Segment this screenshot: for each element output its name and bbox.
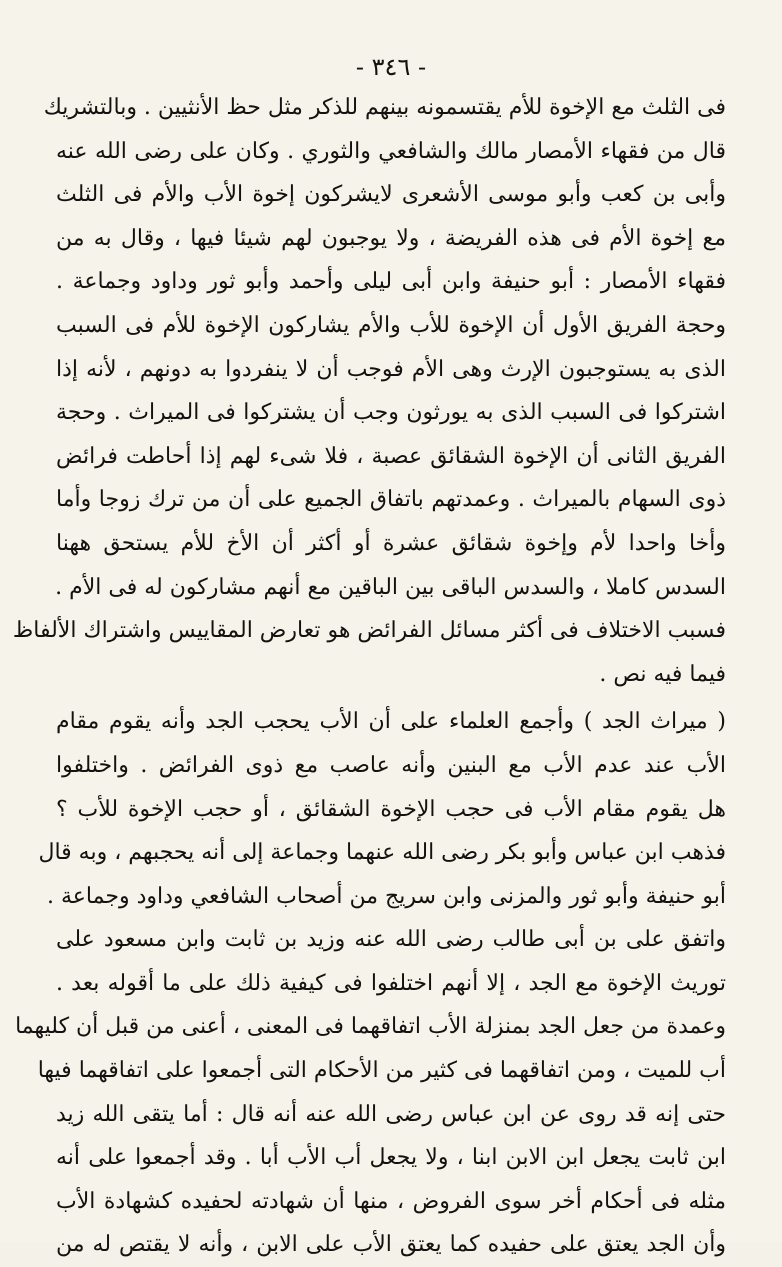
paragraph-grandfather-inheritance	[15, 700, 726, 1267]
text-line: فذهب ابن عباس وأبو بكر رضى الله عنهما وجماعة إلى أنه يحجبهم ، وبه قال	[38, 840, 726, 866]
text-line: حتى إنه قد روى عن ابن عباس رضى الله عنه أنه قال : أما يتقى الله زيد	[56, 1101, 726, 1127]
text-line: مثله فى أحكام أخر سوى الفروض ، منها أن شهادته لحفيده كشهادة الأب	[56, 1188, 726, 1214]
text-line: وأخا واحدا لأم وإخوة شقائق عشرة أو أكثر أن الأخ للأم يستحق ههنا	[56, 530, 726, 556]
page-number: - ٣٤٦ -	[355, 53, 427, 81]
text-line: ذوى السهام بالميراث . وعمدتهم باتفاق الجميع على أن من ترك زوجا وأما	[56, 487, 726, 513]
text-line: فقهاء الأمصار : أبو حنيفة وابن أبى ليلى وأحمد وأبو ثور وداود وجماعة .	[56, 269, 726, 295]
text-line: فيما فيه نص .	[599, 661, 726, 687]
paragraph-inheritance-sharing	[12, 86, 726, 696]
text-line: ( ميراث الجد ) وأجمع العلماء على أن الأب يحجب الجد وأنه يقوم مقام	[56, 709, 726, 735]
text-line: الأب عند عدم الأب مع البنين وأنه عاصب مع ذوى الفرائض . واختلفوا	[56, 752, 726, 778]
text-line: الفريق الثانى أن الإخوة الشقائق عصبة ، فلا شىء لهم إذا أحاطت فرائض	[56, 443, 726, 469]
text-line: قال من فقهاء الأمصار مالك والشافعي والثوري . وكان على رضى الله عنه	[56, 138, 726, 164]
text-line: مع إخوة الأم فى هذه الفريضة ، ولا يوجبون لهم شيئا فيها ، وقال به من	[56, 225, 726, 251]
text-line: أب للميت ، ومن اتفاقهما فى كثير من الأحكام التى أجمعوا على اتفاقهما فيها	[37, 1058, 726, 1084]
text-line: السدس كاملا ، والسدس الباقى بين الباقين مع أنهم مشاركون له فى الأم .	[55, 574, 726, 600]
text-line: فسبب الاختلاف فى أكثر مسائل الفرائض هو تعارض المقاييس واشتراك الألفاظ	[12, 618, 726, 644]
text-line: وأبى بن كعب وأبو موسى الأشعرى لايشركون إخوة الأب والأم فى الثلث	[56, 182, 726, 208]
text-line: وأن الجد يعتق على حفيده كما يعتق الأب على الابن ، وأنه لا يقتص له من	[56, 1232, 726, 1258]
text-line: ابن ثابت يجعل ابن الابن ابنا ، ولا يجعل أب الأب أبا . وقد أجمعوا على أنه	[56, 1145, 726, 1171]
text-line: وحجة الفريق الأول أن الإخوة للأب والأم يشاركون الإخوة للأم فى السبب	[56, 312, 726, 338]
text-line: واتفق على بن أبى طالب رضى الله عنه وزيد بن ثابت وابن مسعود على	[56, 927, 726, 953]
text-line: أبو حنيفة وأبو ثور والمزنى وابن سريج من أصحاب الشافعي وداود وجماعة .	[47, 883, 726, 909]
text-line: توريث الإخوة مع الجد ، إلا أنهم اختلفوا فى كيفية ذلك على ما أقوله بعد .	[56, 970, 726, 996]
text-line: هل يقوم مقام الأب فى حجب الإخوة الشقائق ، أو حجب الإخوة للأب ؟	[56, 796, 726, 822]
text-line: الذى به يستوجبون الإرث وهى الأم فوجب أن لا ينفردوا به دونهم ، لأنه إذا	[56, 356, 726, 382]
text-line: اشتركوا فى السبب الذى به يورثون وجب أن يشتركوا فى الميراث . وحجة	[56, 400, 726, 426]
main-text	[12, 86, 726, 1267]
text-line: وعمدة من جعل الجد بمنزلة الأب اتفاقهما فى المعنى ، أعنى من قبل أن كليهما	[15, 1014, 726, 1040]
text-line: فى الثلث مع الإخوة للأم يقتسمونه بينهم للذكر مثل حظ الأنثيين . وبالتشريك	[43, 95, 726, 120]
